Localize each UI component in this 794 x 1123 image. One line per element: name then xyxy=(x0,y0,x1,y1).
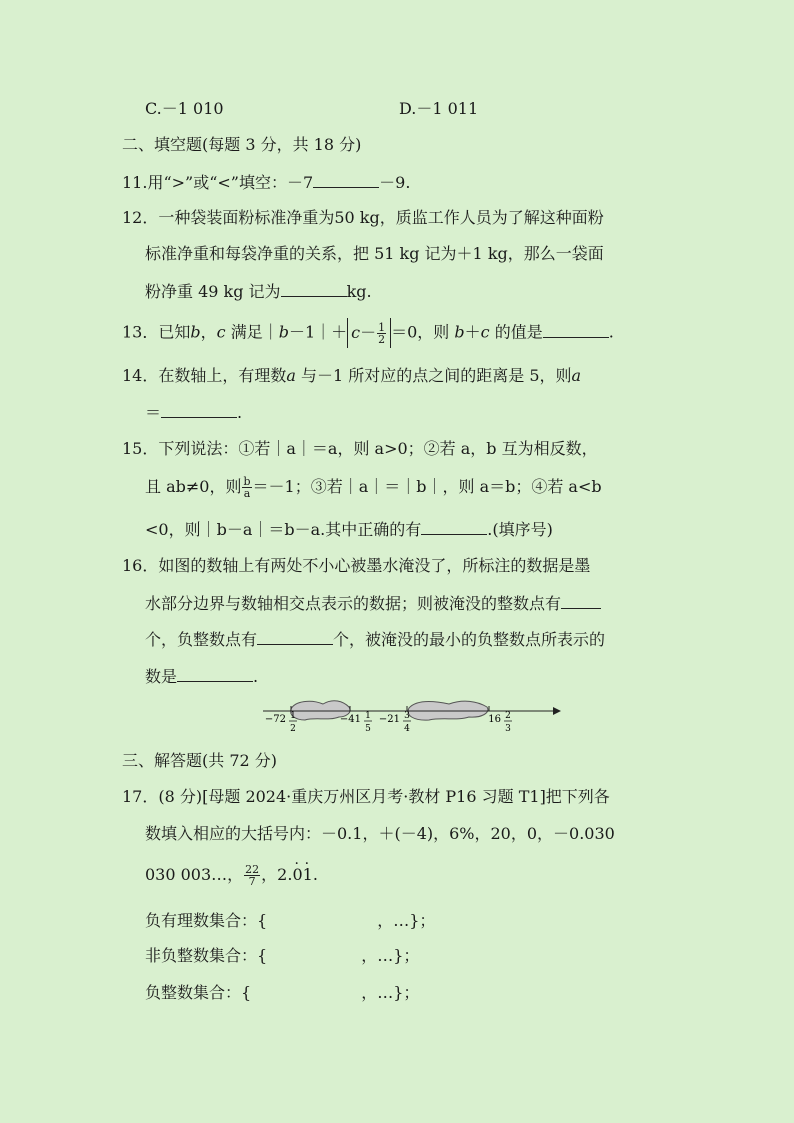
q13-var-c: c xyxy=(480,322,490,342)
fraction-numerator: b xyxy=(243,475,251,488)
q13-text: 的值是 xyxy=(489,322,543,342)
fraction-denominator: a xyxy=(243,487,251,500)
q12-text-a: 粉净重 49 kg 记为 xyxy=(145,282,281,301)
q17-line-2: 数填入相应的大括号内：－0.1，＋(－4)，6%，20，0，－0.030 xyxy=(145,824,615,843)
q13-minus: － xyxy=(360,323,377,342)
section-2-heading: 二、填空题(每题 3 分，共 18 分) xyxy=(122,135,362,154)
q15-text: ＝－1；③若｜a｜＝｜b｜，则 a＝b；④若 a<b xyxy=(252,477,602,496)
set-end: ，…}； xyxy=(377,911,436,930)
q13-absolute-value xyxy=(347,318,391,348)
q16-text: 水部分边界与数轴相交点表示的数据；则被淹没的整数点有 xyxy=(145,594,562,613)
q13-var-b: b xyxy=(190,322,201,342)
set-end: ，…}； xyxy=(361,946,420,965)
number-line-figure xyxy=(255,695,565,737)
q17-fraction xyxy=(244,864,260,887)
q12-line-1: 12．一种袋装面粉标准净重为50 kg，质监工作人员为了解这种面粉 xyxy=(122,208,604,227)
q13-var-b: b xyxy=(278,322,289,342)
negative-rational-set xyxy=(145,910,435,932)
q15-line-3 xyxy=(145,518,553,541)
q13-var-c: c xyxy=(351,323,361,342)
q13-var-c: c xyxy=(216,322,226,342)
q16-line-1: 16．如图的数轴上有两处不小心被墨水淹没了，所标注的数据是墨 xyxy=(122,556,591,575)
q16-text: 个，被淹没的最小的负整数点所表示的 xyxy=(333,630,606,649)
q17-text: . xyxy=(312,865,318,884)
q13-text: 13．已知 xyxy=(122,322,191,342)
q15-text: 且 ab≠0，则 xyxy=(145,477,242,496)
q12-line-2: 标准净重和每袋净重的关系，把 51 kg 记为＋1 kg，那么一袋面 xyxy=(145,244,604,263)
q15-text: .(填序号) xyxy=(487,520,553,539)
section-3-heading: 三、解答题(共 72 分) xyxy=(122,751,278,770)
q16-text: . xyxy=(253,667,259,686)
fraction-denominator: 7 xyxy=(248,875,256,888)
q13-var-b: b xyxy=(454,322,465,342)
q16-line-2 xyxy=(145,592,601,615)
label-3-denominator: 4 xyxy=(404,724,410,734)
q13-text: ＋ xyxy=(464,322,481,342)
q14-var-a: a xyxy=(286,366,296,385)
option-d: D.－1 011 xyxy=(399,99,479,118)
negative-integer-set xyxy=(145,982,419,1004)
q17-line-3 xyxy=(145,864,318,887)
q16-text: 数是 xyxy=(145,667,178,686)
label-2-numerator: 1 xyxy=(365,711,371,721)
label-4-integer: 16 xyxy=(488,714,501,725)
q16-line-4 xyxy=(145,665,258,688)
label-4-denominator: 3 xyxy=(505,724,511,734)
q14-var-a: a xyxy=(571,366,582,385)
q15-line-1: 15．下列说法：①若｜a｜＝a，则 a>0；②若 a，b 互为相反数， xyxy=(122,439,598,458)
label-3-numerator: 3 xyxy=(404,711,410,721)
repeating-digit: 0 · xyxy=(292,865,302,884)
label-2-denominator: 5 xyxy=(365,724,371,734)
q15-blank[interactable] xyxy=(421,518,487,535)
q16-blank-2[interactable] xyxy=(257,628,333,645)
q16-blank-3[interactable] xyxy=(177,665,253,682)
axis-arrow-icon xyxy=(553,707,561,715)
q14-text: 14．在数轴上，有理数 xyxy=(122,366,287,385)
set-end: ，…}； xyxy=(361,983,420,1002)
q13-blank[interactable] xyxy=(543,321,609,338)
set-label: 负有理数集合：{ xyxy=(145,911,268,930)
q13-text: . xyxy=(608,322,614,342)
set-label: 非负整数集合：{ xyxy=(145,946,268,965)
q16-line-3 xyxy=(145,628,605,651)
label-2-integer: −41 xyxy=(339,714,361,725)
q16-text: 个，负整数点有 xyxy=(145,630,258,649)
q15-fraction xyxy=(242,476,251,499)
q11-text-a: 11.用“>”或“<”填空：－7 xyxy=(122,173,314,192)
q14-line-2 xyxy=(145,401,242,424)
set-label: 负整数集合：{ xyxy=(145,983,252,1002)
label-1-denominator: 2 xyxy=(290,724,296,734)
q13-text: 满足｜ xyxy=(225,322,279,342)
q15-text: <0，则｜b－a｜＝b－a.其中正确的有 xyxy=(145,520,422,539)
q11-blank[interactable] xyxy=(313,171,379,188)
question-13 xyxy=(122,318,614,348)
q13-text: ， xyxy=(200,322,217,342)
fraction-denominator: 2 xyxy=(378,333,386,346)
q14-blank[interactable] xyxy=(161,401,237,418)
q11-text-b: －9. xyxy=(379,173,411,192)
q12-blank[interactable] xyxy=(281,280,347,297)
q13-text: －1｜＋ xyxy=(288,322,348,342)
q12-line-3 xyxy=(145,280,372,303)
q14-text: ＝ xyxy=(145,403,162,422)
fraction-numerator: 22 xyxy=(245,863,260,876)
q17-text: 030 003…， xyxy=(145,865,244,884)
non-negative-integer-set xyxy=(145,945,419,967)
q15-line-2 xyxy=(145,476,602,499)
label-1-integer: −72 xyxy=(264,714,286,725)
q16-blank-1[interactable] xyxy=(561,592,601,609)
question-11 xyxy=(122,171,410,194)
option-c: C.－1 010 xyxy=(145,99,224,118)
label-3-integer: −21 xyxy=(378,714,400,725)
q13-text: ＝0，则 xyxy=(391,322,455,342)
label-4-numerator: 2 xyxy=(505,711,511,721)
q14-text: . xyxy=(237,403,243,422)
q13-fraction xyxy=(377,322,386,345)
q14-line-1 xyxy=(122,365,581,387)
q12-text-b: kg. xyxy=(346,282,372,301)
fraction-numerator: 1 xyxy=(378,321,386,334)
repeating-digit: 1 · xyxy=(303,865,313,884)
q14-text: 与－1 所对应的点之间的距离是 5，则 xyxy=(295,366,572,385)
q17-text: ，2. xyxy=(261,865,293,884)
q17-line-1: 17．(8 分)[母题 2024·重庆万州区月考·教材 P16 习题 T1]把下列各 xyxy=(122,787,610,806)
label-1-numerator: 1 xyxy=(290,711,296,721)
